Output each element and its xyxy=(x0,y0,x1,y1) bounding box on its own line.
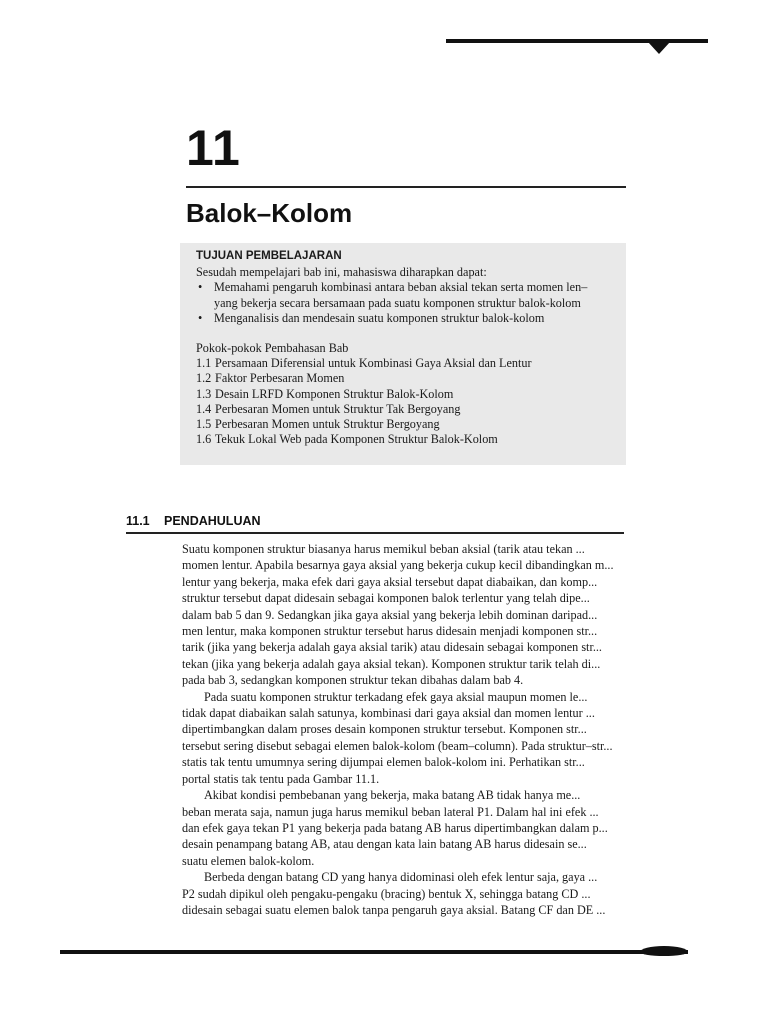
bullet-dot-icon: • xyxy=(198,310,203,325)
topic-item xyxy=(196,417,616,432)
body-line: dalam bab 5 dan 9. Sedangkan jika gaya aksial yang bekerja lebih dominan daripad... xyxy=(182,607,598,622)
body-line: dan efek gaya tekan P1 yang bekerja pada batang AB harus dipertimbangkan dalam p... xyxy=(182,820,608,835)
topic-item xyxy=(196,371,616,386)
body-line: tidak dapat diabaikan salah satunya, kombinasi dari gaya aksial dan momen lentur ... xyxy=(182,706,595,721)
topics-heading: Pokok-pokok Pembahasan Bab xyxy=(196,341,349,356)
topic-text: Faktor Perbesaran Momen xyxy=(215,371,345,386)
body-line: didesain sebagai suatu elemen balok tanpa pengaruh gaya aksial. Batang CF dan DE ... xyxy=(182,902,606,917)
topic-text: Desain LRFD Komponen Struktur Balok-Kolom xyxy=(215,386,454,401)
body-line: men lentur, maka komponen struktur tersebut harus didesain menjadi komponen str... xyxy=(182,624,598,639)
objective-bullet xyxy=(196,280,616,310)
body-line: suatu elemen balok-kolom. xyxy=(182,853,315,868)
objective-text: Memahami pengaruh kombinasi antara beban aksial tekan serta momen len– xyxy=(214,280,588,295)
body-line: Berbeda dengan batang CD yang hanya didominasi oleh efek lentur saja, gaya ... xyxy=(204,870,598,885)
body-line: desain penampang batang AB, atau dengan kata lain batang AB harus didesain se... xyxy=(182,837,587,852)
section-rule xyxy=(126,532,624,534)
objective-bullet xyxy=(196,311,616,326)
chapter-title: Balok–Kolom xyxy=(186,198,353,228)
section-number: 11.1 xyxy=(126,514,150,528)
objective-text: Menganalisis dan mendesain suatu komponen struktur balok-kolom xyxy=(214,310,545,325)
body-line: statis tak tentu umumnya sering dijumpai elemen balok-kolom ini. Perhatikan str... xyxy=(182,755,585,770)
topic-text: Tekuk Lokal Web pada Komponen Struktur Balok-Kolom xyxy=(214,432,498,447)
topic-item xyxy=(196,402,616,417)
body-line: Akibat kondisi pembebanan yang bekerja, maka batang AB tidak hanya me... xyxy=(204,788,581,803)
topic-number: 1.2 xyxy=(196,371,212,386)
body-line: tarik (jika yang bekerja adalah gaya aksial tarik) atau didesain sebagai komponen str... xyxy=(182,640,602,655)
body-line: momen lentur. Apabila besarnya gaya aksial yang bekerja cukup kecil dibandingkan m... xyxy=(182,558,614,573)
body-line: lentur yang bekerja, maka efek dari gaya aksial tersebut dapat diabaikan, dan komp... xyxy=(182,574,598,589)
topic-text: Perbesaran Momen untuk Struktur Tak Bergoyang xyxy=(215,401,461,416)
footer-rule-end xyxy=(640,946,688,956)
topic-item xyxy=(196,387,616,402)
section-heading xyxy=(126,513,261,529)
body-line: tekan (jika yang bekerja adalah gaya aksial tekan). Komponen struktur tarik telah di... xyxy=(182,656,601,671)
body-line: dipertimbangkan dalam proses desain komponen struktur tersebut. Komponen str... xyxy=(182,722,587,737)
topic-number: 1.6 xyxy=(196,432,212,447)
objectives-heading: TUJUAN PEMBELAJARAN xyxy=(196,250,342,262)
learning-objectives-box xyxy=(180,243,626,465)
topic-item xyxy=(196,356,616,371)
body-line: tersebut sering disebut sebagai elemen balok-kolom (beam–column). Pada struktur–str... xyxy=(182,738,613,753)
body-line: pada bab 3, sedangkan komponen struktur tekan dibahas dalam bab 4. xyxy=(182,673,524,688)
body-line: P2 sudah dipikul oleh pengaku-pengaku (bracing) bentuk X, sehingga batang CD ... xyxy=(182,886,591,901)
topic-text: Perbesaran Momen untuk Struktur Bergoyang xyxy=(215,417,440,432)
body-line: portal statis tak tentu pada Gambar 11.1. xyxy=(182,771,380,786)
body-line: beban merata saja, namun juga harus memikul beban lateral P1. Dalam hal ini efek ... xyxy=(182,804,599,819)
topic-number: 1.4 xyxy=(196,401,212,416)
topic-item xyxy=(196,432,616,447)
spacer xyxy=(196,326,616,341)
topic-text: Persamaan Diferensial untuk Kombinasi Gaya Aksial dan Lentur xyxy=(215,356,532,371)
body-line: Suatu komponen struktur biasanya harus memikul beban aksial (tarik atau tekan ... xyxy=(182,542,585,556)
section-title: PENDAHULUAN xyxy=(164,514,261,528)
chapter-rule xyxy=(186,186,626,188)
header-arrow-marker xyxy=(648,42,670,54)
topic-number: 1.3 xyxy=(196,386,212,401)
footer-rule xyxy=(60,950,688,954)
body-line: Pada suatu komponen struktur terkadang efek gaya aksial maupun momen le... xyxy=(204,689,588,704)
objective-text: yang bekerja secara bersamaan pada suatu komponen struktur balok-kolom xyxy=(214,295,581,310)
objectives-intro: Sesudah mempelajari bab ini, mahasiswa diharapkan dapat: xyxy=(196,265,487,280)
chapter-number: 11 xyxy=(186,120,241,176)
body-line: struktur tersebut dapat didesain sebagai komponen balok terlentur yang telah dipe... xyxy=(182,591,590,606)
body-paragraphs xyxy=(182,541,616,918)
topic-number: 1.1 xyxy=(196,356,212,371)
bullet-dot-icon: • xyxy=(198,280,203,295)
topic-number: 1.5 xyxy=(196,417,212,432)
